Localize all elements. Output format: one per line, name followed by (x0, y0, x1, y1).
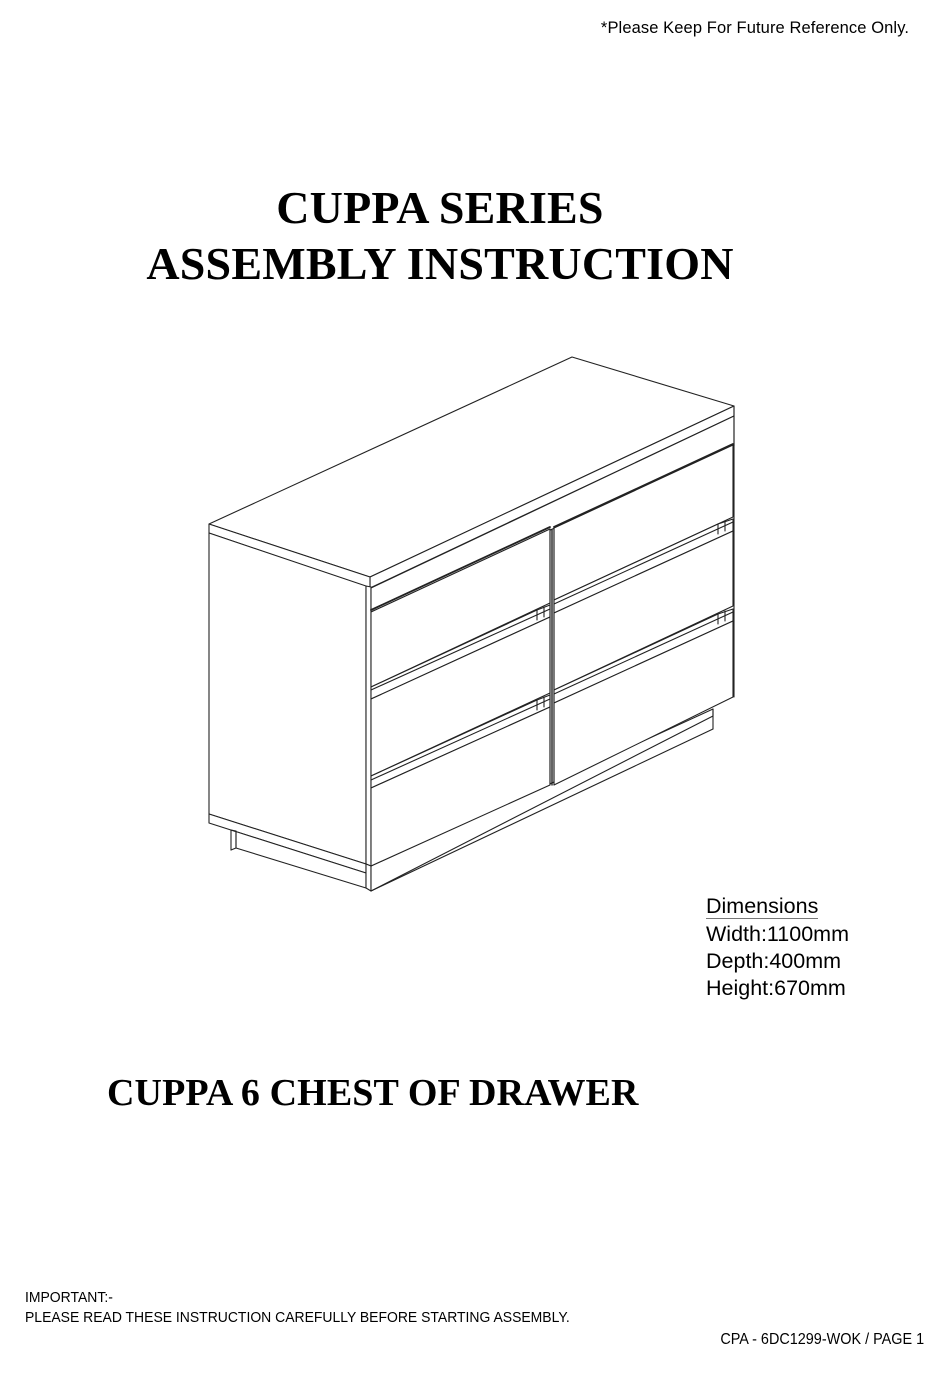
top-panel-side-edge (209, 524, 370, 588)
drawer-front-left-1 (371, 529, 550, 687)
left-side-panel (209, 533, 366, 864)
document-code-page-number: CPA - 6DC1299-WOK / PAGE 1 (720, 1331, 924, 1348)
rail-right-2 (554, 609, 733, 703)
dimension-depth: Depth:400mm (706, 949, 842, 973)
drawer-front-left-3 (371, 707, 550, 866)
title-block (0, 180, 880, 292)
important-notice (25, 1288, 570, 1328)
series-title: CUPPA SERIES (276, 182, 604, 233)
plinth-front (371, 709, 713, 891)
side-panel-front-strip (366, 586, 371, 866)
drawer-front-right-1 (554, 445, 733, 600)
important-message: PLEASE READ THESE INSTRUCTION CAREFULLY BEFORE STARTING ASSEMBLY. (25, 1309, 570, 1326)
top-panel-front-edge (370, 406, 734, 588)
dimension-height: Height:670mm (706, 976, 846, 1000)
dimension-width: Width:1100mm (706, 922, 849, 946)
rail-left-1 (371, 605, 550, 699)
product-name: CUPPA 6 CHEST OF DRAWER (107, 1072, 639, 1114)
reference-note: *Please Keep For Future Reference Only. (600, 19, 909, 37)
plinth-front-corner (366, 864, 371, 891)
document-title: ASSEMBLY INSTRUCTION (146, 238, 734, 289)
important-label: IMPORTANT:- (25, 1289, 113, 1306)
drawer-front-left-2 (371, 617, 550, 776)
top-rail (371, 416, 734, 612)
rail-left-2 (371, 695, 550, 788)
drawer-front-right-2 (554, 531, 733, 690)
dimensions-heading: Dimensions (706, 894, 819, 918)
plinth-left-side (231, 830, 366, 888)
top-panel-surface (209, 357, 734, 577)
left-bottom-rail (209, 814, 366, 873)
dimensions-block (706, 893, 849, 1002)
rail-right-1 (554, 519, 733, 613)
drawer-front-right-3 (554, 621, 733, 785)
